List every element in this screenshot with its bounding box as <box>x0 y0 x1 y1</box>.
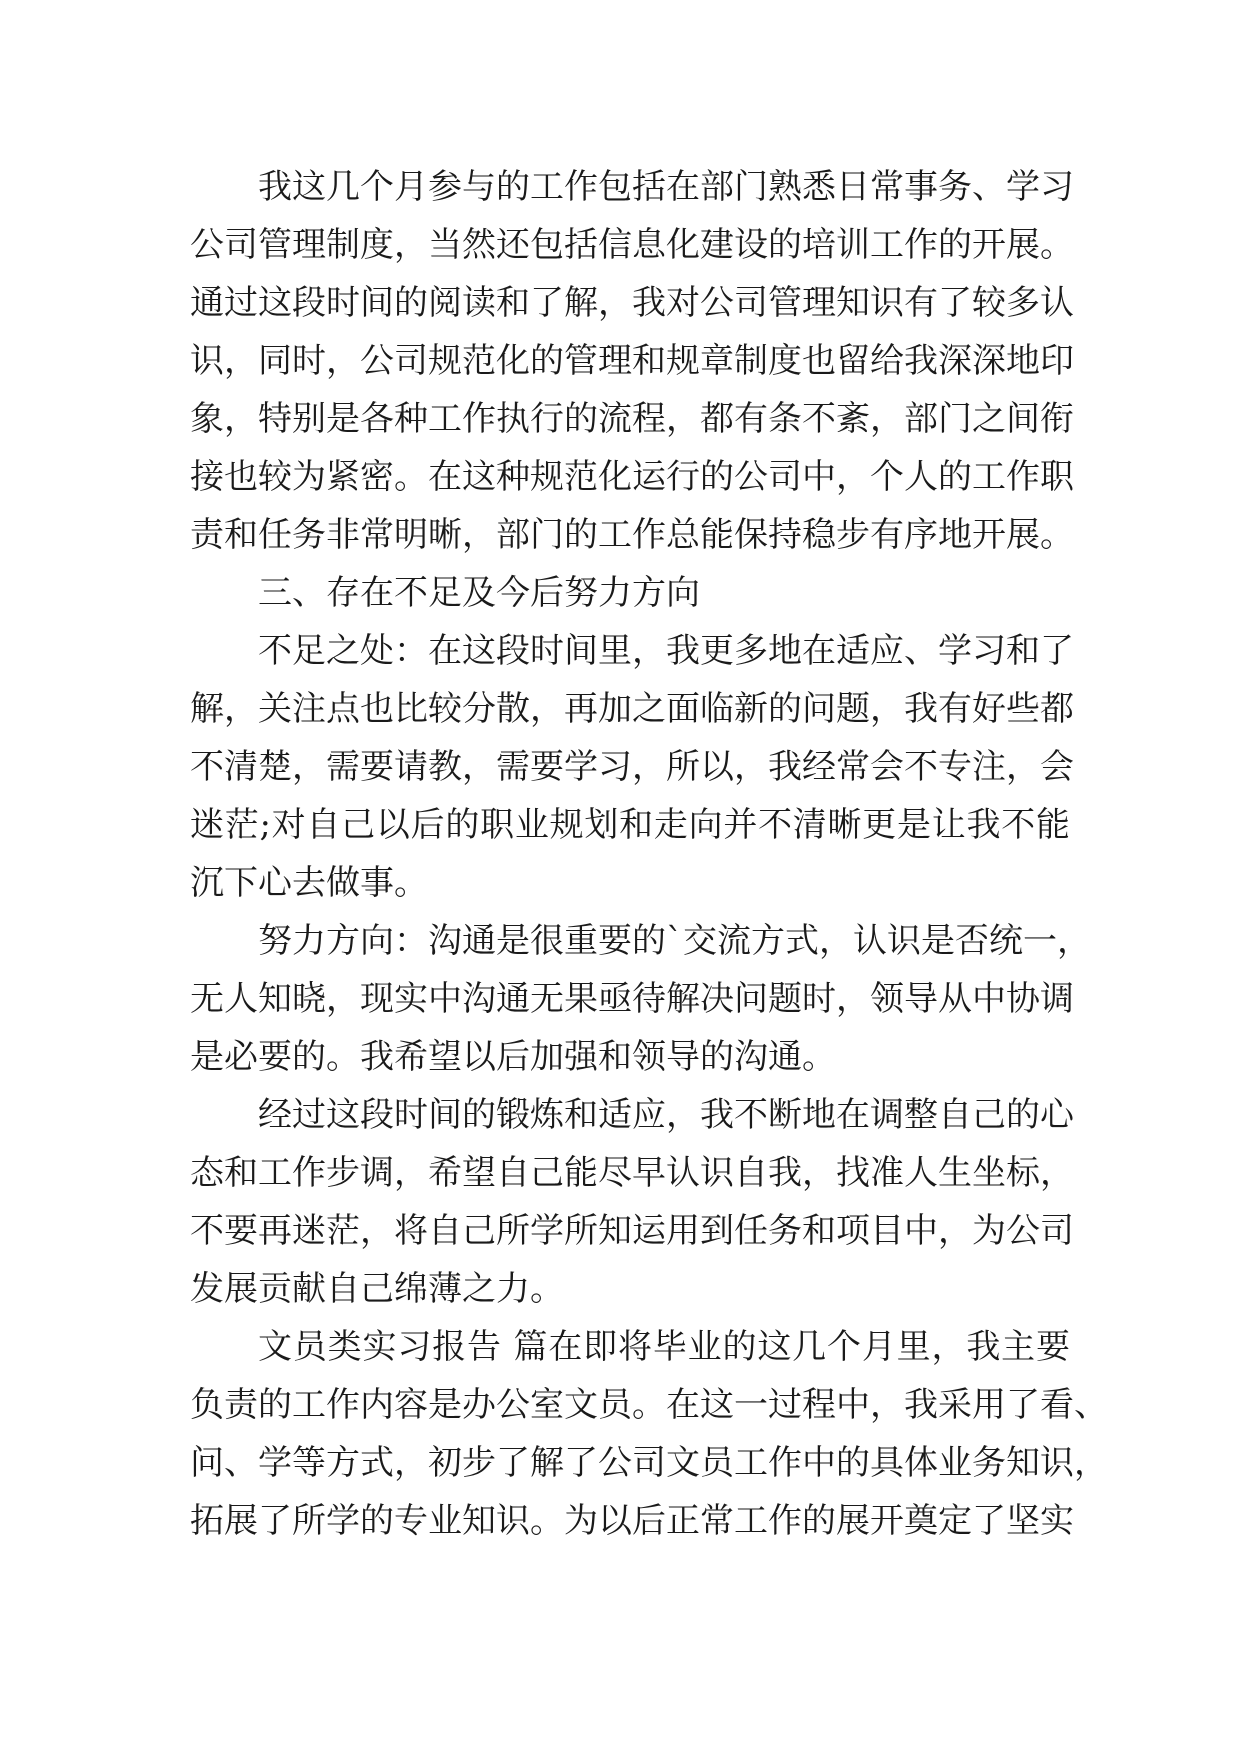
text-line: 不要再迷茫，将自己所学所知运用到任务和项目中，为公司 <box>190 1211 1074 1251</box>
body-text <box>190 158 1108 1550</box>
text-line: 发展贡献自己绵薄之力。 <box>190 1269 564 1309</box>
text-line: 不清楚，需要请教，需要学习，所以，我经常会不专注，会 <box>190 747 1074 787</box>
text-line: 拓展了所学的专业知识。为以后正常工作的展开奠定了坚实 <box>190 1501 1074 1541</box>
text-line: 我这几个月参与的工作包括在部门熟悉日常事务、学习 <box>258 167 1074 207</box>
text-line: 负责的工作内容是办公室文员。在这一过程中，我采用了看、 <box>190 1385 1108 1425</box>
text-line: 问、学等方式，初步了解了公司文员工作中的具体业务知识， <box>190 1443 1108 1483</box>
text-line: 解，关注点也比较分散，再加之面临新的问题，我有好些都 <box>190 689 1074 729</box>
text-line: 是必要的。我希望以后加强和领导的沟通。 <box>190 1037 836 1077</box>
text-line: 无人知晓，现实中沟通无果亟待解决问题时，领导从中协调 <box>190 979 1074 1019</box>
text-line: 责和任务非常明晰，部门的工作总能保持稳步有序地开展。 <box>190 515 1074 555</box>
text-line: 沉下心去做事。 <box>190 863 428 903</box>
text-line: 文员类实习报告 篇在即将毕业的这几个月里，我主要 <box>258 1327 1070 1367</box>
text-line: 经过这段时间的锻炼和适应，我不断地在调整自己的心 <box>258 1095 1074 1135</box>
text-line: 识，同时，公司规范化的管理和规章制度也留给我深深地印 <box>190 341 1074 381</box>
text-line: 公司管理制度，当然还包括信息化建设的培训工作的开展。 <box>190 225 1074 265</box>
text-line: 不足之处：在这段时间里，我更多地在适应、学习和了 <box>258 631 1074 671</box>
text-line: 三、存在不足及今后努力方向 <box>258 573 700 613</box>
text-line: 迷茫;对自己以后的职业规划和走向并不清晰更是让我不能 <box>190 805 1071 845</box>
text-line: 努力方向：沟通是很重要的`交流方式，认识是否统一， <box>258 921 1091 961</box>
text-line: 通过这段时间的阅读和了解，我对公司管理知识有了较多认 <box>190 283 1074 323</box>
text-line: 接也较为紧密。在这种规范化运行的公司中，个人的工作职 <box>190 457 1074 497</box>
text-line: 态和工作步调，希望自己能尽早认识自我，找准人生坐标， <box>190 1153 1074 1193</box>
text-line: 象，特别是各种工作执行的流程，都有条不紊，部门之间衔 <box>190 399 1074 439</box>
